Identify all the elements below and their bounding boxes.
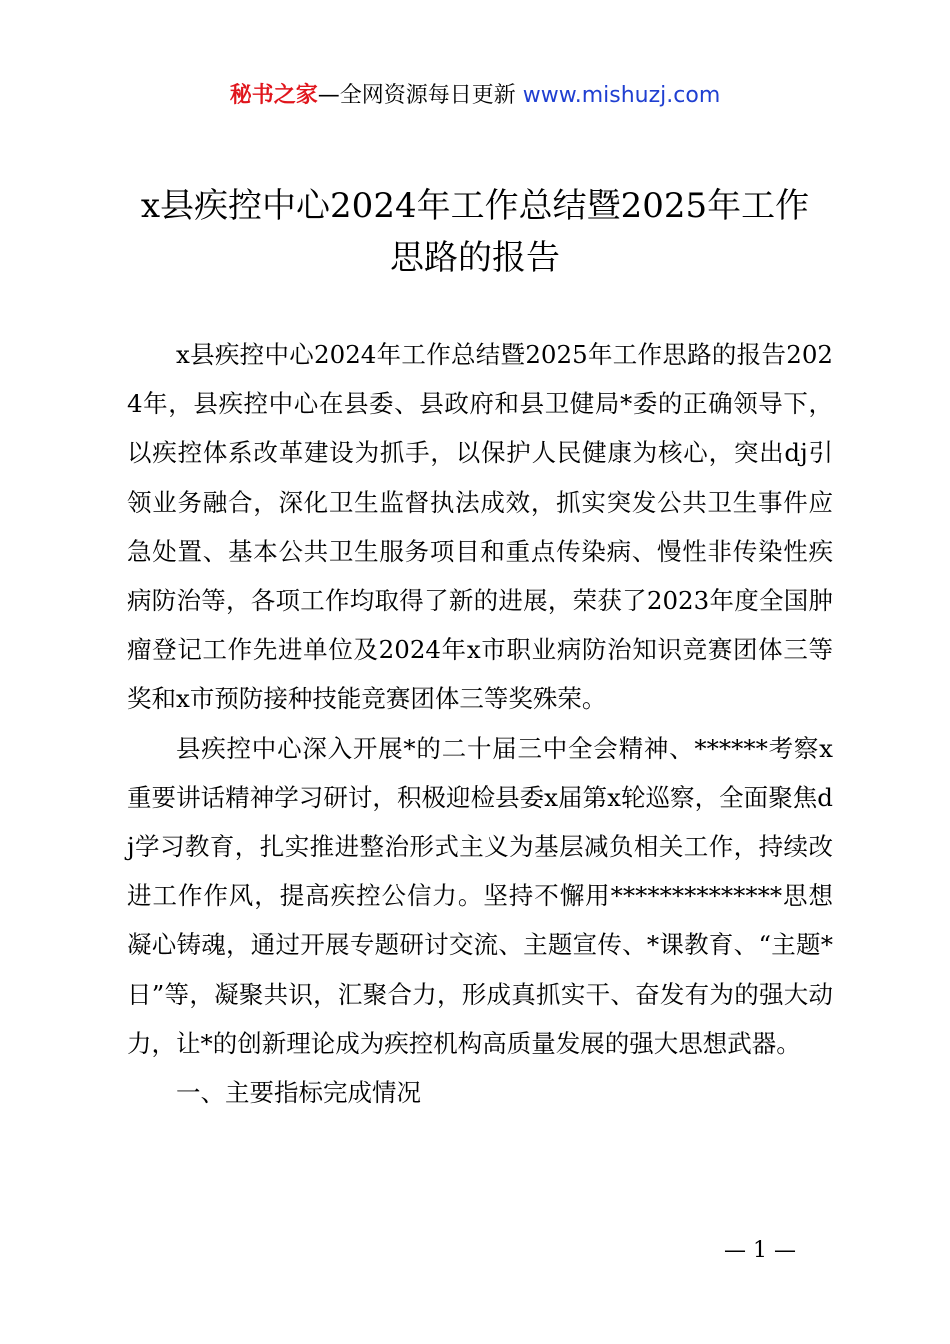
body-paragraph-intro: x县疾控中心2024年工作总结暨2025年工作思路的报告2024年，县疾控中心在县委、县政府和县卫健局*委的正确领导下，以疾控体系改革建设为抓手，以保护人民健康为核心，突出dj引领业务融合，深化卫生监督执法成效，抓实突发公共卫生事件应急处置、基本公共卫生服务项目和重点传染病、慢性非传染性疾病防治等，各项工作均取得了新的进展，荣获了2023年度全国肿瘤登记工作先进单位及2024年x市职业病防治知识竞赛团体三等奖和x市预防接种技能竞赛团体三等奖殊荣。 xyxy=(127,340,833,714)
title-line-1: x县疾控中心2024年工作总结暨2025年工作 xyxy=(140,186,810,226)
title-line-2: 思路的报告 xyxy=(390,238,560,278)
document-title xyxy=(110,180,840,284)
header-slogan: —全网资源每日更新 xyxy=(317,83,516,108)
document-body xyxy=(127,330,833,1117)
site-url-link[interactable]: www.mishuzj.com xyxy=(522,83,721,108)
body-paragraph-study: 县疾控中心深入开展*的二十届三中全会精神、******考察x重要讲话精神学习研讨，积极迎检县委x届第x轮巡察，全面聚焦dj学习教育，扎实推进整治形式主义为基层减负相关工作，持续改进工作作风，提高疾控公信力。坚持不懈用**************思想凝心铸魂，通过开展专题研讨交流、主题宣传、*课教育、“主题*日”等，凝聚共识，汇聚合力，形成真抓实干、奋发有为的强大动力，让*的创新理论成为疾控机构高质量发展的强大思想武器。 xyxy=(127,733,833,1058)
site-header-banner xyxy=(0,80,950,112)
page-number: — 1 — xyxy=(724,1238,796,1263)
brand-name: 秘书之家 xyxy=(229,83,318,108)
section-heading-main-indicators: 一、主要指标完成情况 xyxy=(176,1078,421,1108)
